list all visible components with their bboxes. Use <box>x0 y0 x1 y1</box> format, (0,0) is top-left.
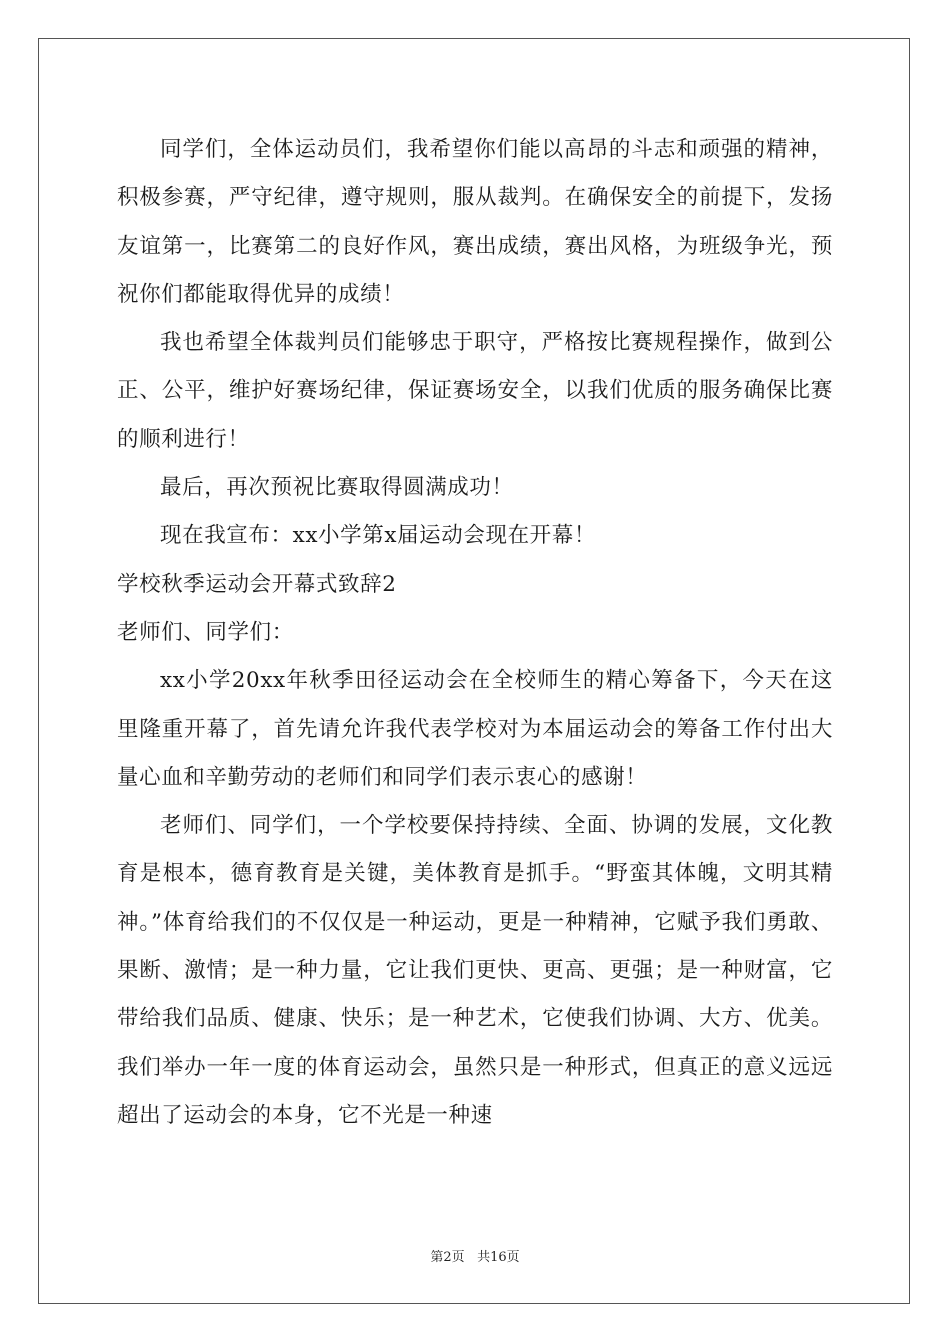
salutation: 老师们、同学们： <box>117 619 294 645</box>
paragraph-6: 老师们、同学们，一个学校要保持持续、全面、协调的发展，文化教育是根本，德育教育是关键，美体教育是抓手。“野蛮其体魄，文明其精神。”体育给我们的不仅仅是一种运动，更是一种精神，它赋予我们勇敢、果断、激情；是一种力量，它让我们更快、更高、更强；是一种财富，它带给我们品质、健康、快乐；是一种艺术，它使我们协调、大方、优美。我们举办一年一度的体育运动会，虽然只是一种形式，但真正的意义远远超出了运动会的本身，它不光是一种速 <box>117 813 833 1128</box>
section-heading: 学校秋季运动会开幕式致辞2 <box>117 571 397 597</box>
paragraph-1: 同学们，全体运动员们，我希望你们能以高昂的斗志和顽强的精神，积极参赛，严守纪律，遵守规则，服从裁判。在确保安全的前提下，发扬友谊第一，比赛第二的良好作风，赛出成绩，赛出风格，为班级争光，预祝你们都能取得优异的成绩！ <box>117 137 833 307</box>
paragraph-3: 最后，再次预祝比赛取得圆满成功！ <box>160 475 514 501</box>
paragraph-5: xx小学20xx年秋季田径运动会在全校师生的精心筹备下，今天在这里隆重开幕了，首先请允许我代表学校对为本届运动会的筹备工作付出大量心血和辛勤劳动的老师们和同学们表示衷心的感谢！ <box>117 668 833 790</box>
paragraph-2: 我也希望全体裁判员们能够忠于职守，严格按比赛规程操作，做到公正、公平，维护好赛场纪律，保证赛场安全，以我们优质的服务确保比赛的顺利进行！ <box>117 330 833 452</box>
page-total: 共16页 <box>477 1250 520 1265</box>
paragraph-4: 现在我宣布：xx小学第x届运动会现在开幕！ <box>160 523 596 549</box>
page-footer <box>0 1246 950 1265</box>
page-number: 第2页 <box>430 1250 465 1265</box>
document-body <box>117 126 833 1140</box>
